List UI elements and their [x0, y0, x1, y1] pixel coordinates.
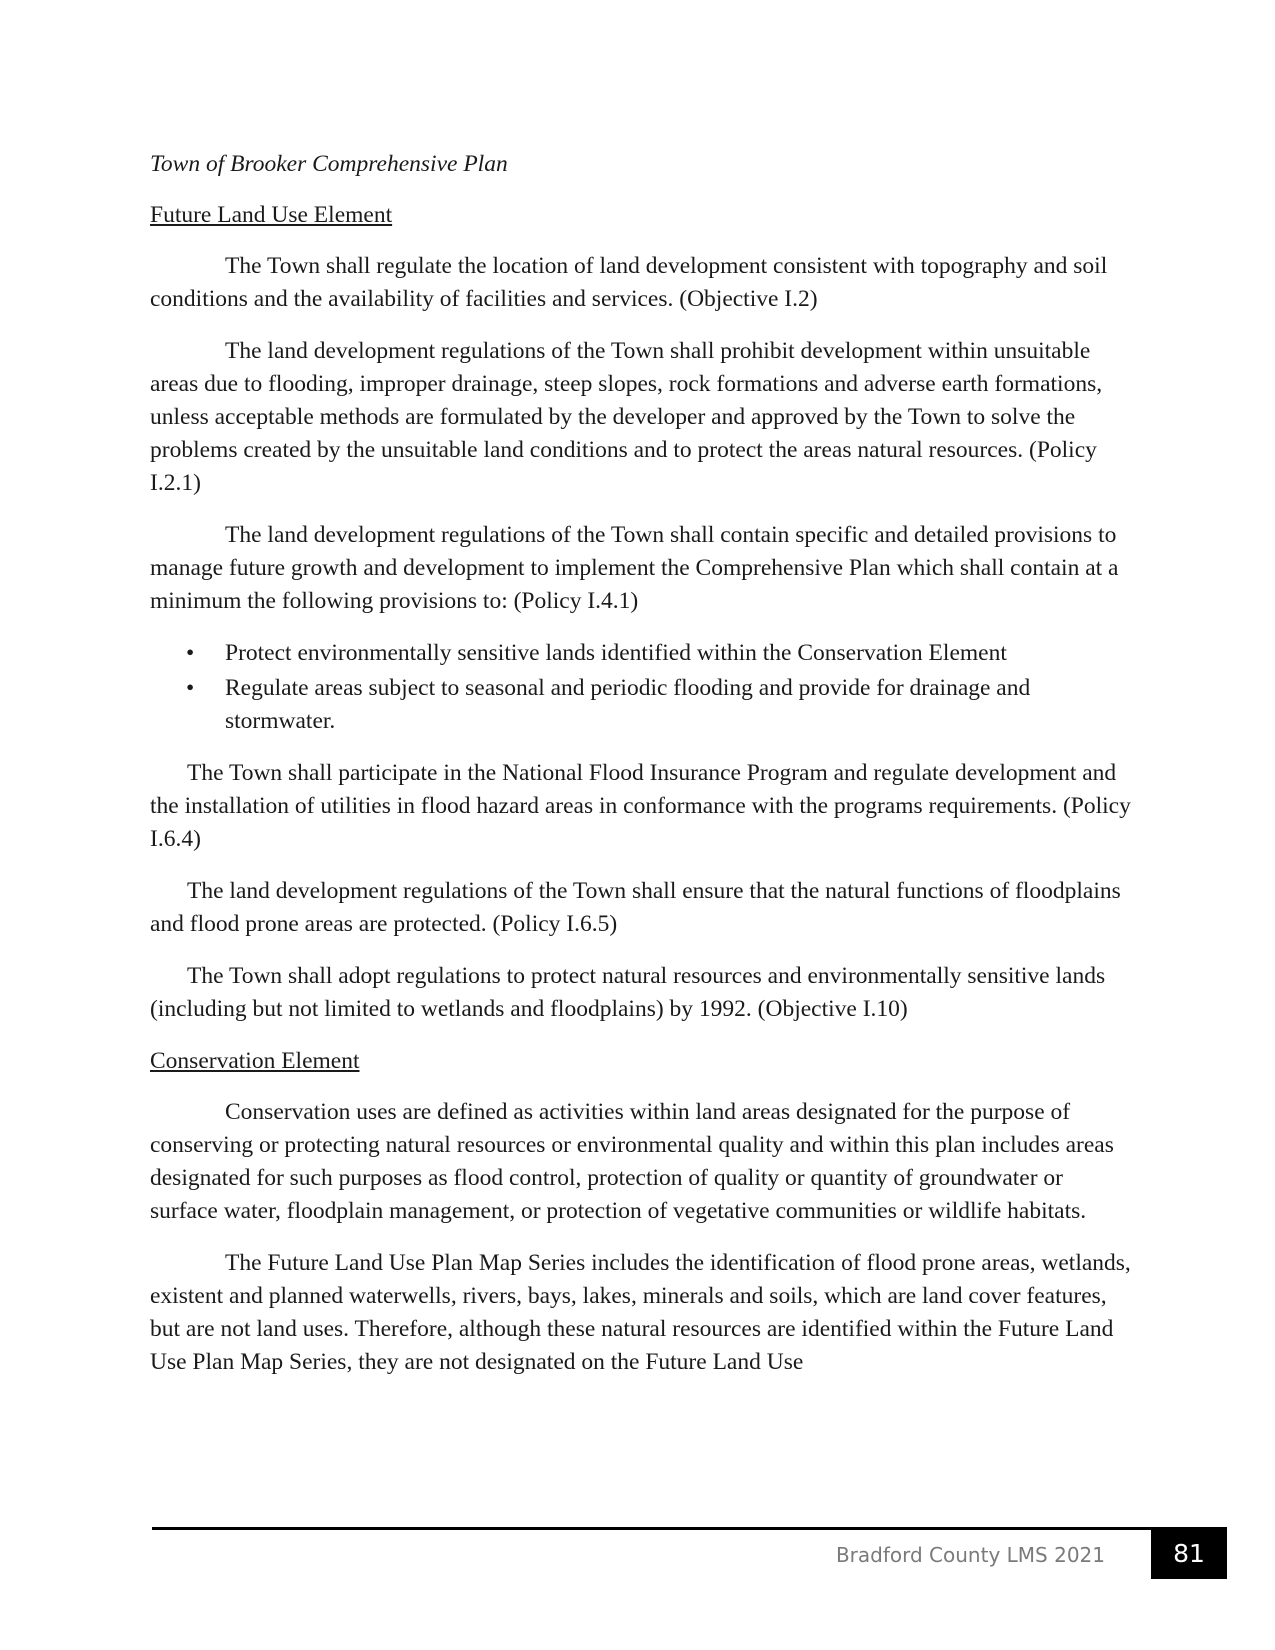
document-title: Town of Brooker Comprehensive Plan — [150, 151, 508, 177]
list-item — [150, 672, 1135, 738]
section-heading-future-land-use: Future Land Use Element — [150, 202, 393, 228]
paragraph: The Future Land Use Plan Map Series includes the identification of flood prone areas, wetlands, existent and planned waterwells, rivers, bays, lakes, minerals and soils, which are land cover features, but are not land uses. Therefore, although these natural resources are identified within the Future Land Use Plan Map Series, they are not designated on the Future Land Use — [150, 1250, 1131, 1375]
bullet-icon: • — [186, 640, 195, 666]
paragraph: The Town shall participate in the National Flood Insurance Program and regulate development and the installation of utilities in flood hazard areas in conformance with the programs requirements. (Policy I.6.4) — [150, 760, 1131, 852]
list-item — [150, 637, 1135, 670]
paragraph: The Town shall regulate the location of land development consistent with topography and soil conditions and the availability of facilities and services. (Objective I.2) — [150, 253, 1108, 312]
document-body — [150, 148, 1135, 1398]
footer-label: Bradford County LMS 2021 — [835, 1543, 1105, 1567]
bullet-list — [150, 637, 1135, 738]
list-item-text: Regulate areas subject to seasonal and periodic flooding and provide for drainage and stormwater. — [225, 675, 1031, 734]
paragraph: The land development regulations of the Town shall ensure that the natural functions of floodplains and flood prone areas are protected. (Policy I.6.5) — [150, 878, 1121, 937]
paragraph: The Town shall adopt regulations to protect natural resources and environmentally sensitive lands (including but not limited to wetlands and floodplains) by 1992. (Objective I.10) — [150, 963, 1106, 1022]
footer-divider — [152, 1527, 1152, 1530]
bullet-icon: • — [186, 675, 195, 701]
section-heading-conservation: Conservation Element — [150, 1048, 360, 1074]
page-number: 81 — [1151, 1527, 1227, 1579]
list-item-text: Protect environmentally sensitive lands identified within the Conservation Element — [225, 640, 1007, 666]
paragraph: Conservation uses are defined as activities within land areas designated for the purpose of conserving or protecting natural resources or environmental quality and within this plan includes areas designated for such purposes as flood control, protection of quality or quantity of groundwater or surface water, floodplain management, or protection of vegetative communities or wildlife habitats. — [150, 1099, 1114, 1224]
paragraph: The land development regulations of the Town shall contain specific and detailed provisions to manage future growth and development to implement the Comprehensive Plan which shall contain at a minimum the following provisions to: (Policy I.4.1) — [150, 522, 1119, 614]
paragraph: The land development regulations of the Town shall prohibit development within unsuitable areas due to flooding, improper drainage, steep slopes, rock formations and adverse earth formations, unless acceptable methods are formulated by the developer and approved by the Town to solve the problems created by the unsuitable land conditions and to protect the areas natural resources. (Policy I.2.1) — [150, 338, 1103, 496]
